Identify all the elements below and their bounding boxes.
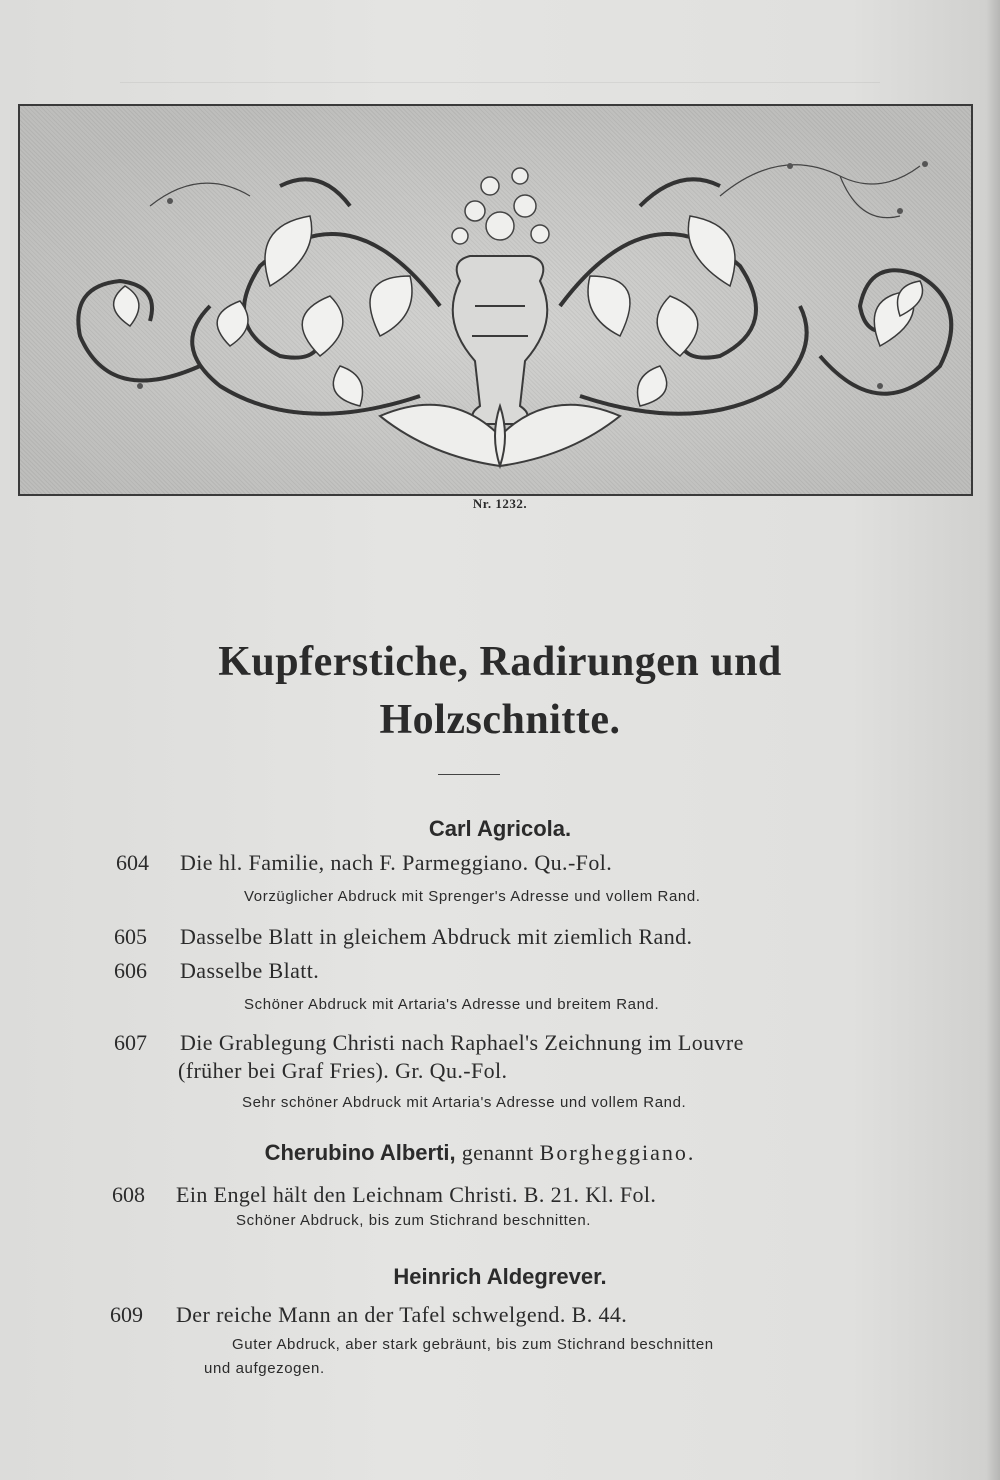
artist-heading: Carl Agricola. (428, 816, 572, 841)
bleed-through-header (120, 52, 880, 83)
entry-note: Vorzüglicher Abdruck mit Sprenger's Adresse und vollem Rand. (244, 888, 701, 905)
entry-title: Dasselbe Blatt in gleichem Abdruck mit ziemlich Rand. (180, 924, 693, 949)
artist-name: Cherubino Alberti, (264, 1140, 456, 1165)
section-title-line-2: Holzschnitte. (379, 697, 621, 743)
entry-note: Schöner Abdruck, bis zum Stichrand beschnitten. (236, 1212, 592, 1229)
entry-number: 605 (114, 924, 147, 949)
entry-title: Der reiche Mann an der Tafel schwelgend. B. 44. (176, 1302, 628, 1327)
entry-note: Guter Abdruck, aber stark gebräunt, bis zum Stichrand beschnitten (232, 1336, 714, 1353)
entry-number: 606 (114, 958, 147, 983)
entry-note: Schöner Abdruck mit Artaria's Adresse und breitem Rand. (244, 996, 660, 1013)
artist-heading: Heinrich Aldegrever. (393, 1264, 607, 1289)
entry-title: Ein Engel hält den Leichnam Christi. B. 21. Kl. Fol. (176, 1182, 657, 1207)
acanthus-ornament-image (20, 106, 971, 494)
entry-number: 607 (114, 1030, 147, 1055)
title-divider-rule (438, 774, 500, 775)
entry-number: 608 (112, 1182, 145, 1207)
ornament-caption: Nr. 1232. (472, 496, 528, 511)
entry-note: Sehr schöner Abdruck mit Artaria's Adresse und vollem Rand. (242, 1094, 687, 1111)
section-title-line-1: Kupferstiche, Radirungen und (218, 639, 782, 685)
artist-alias-prefix: genannt (461, 1140, 534, 1165)
page-edge-shadow (986, 0, 1000, 1480)
entry-number: 609 (110, 1302, 143, 1327)
entry-title: Die hl. Familie, nach F. Parmeggiano. Qu.-Fol. (180, 850, 613, 875)
entry-title-continuation: (früher bei Graf Fries). Gr. Qu.-Fol. (178, 1058, 508, 1083)
entry-note-continuation: und aufgezogen. (204, 1360, 325, 1377)
artist-alias: Borgheggiano. (539, 1140, 696, 1165)
entry-title: Dasselbe Blatt. (180, 958, 320, 983)
entry-number: 604 (116, 850, 149, 875)
entry-title: Die Grablegung Christi nach Raphael's Zeichnung im Louvre (180, 1030, 744, 1055)
ornament-engraving (18, 104, 973, 496)
artist-heading (100, 1140, 860, 1166)
